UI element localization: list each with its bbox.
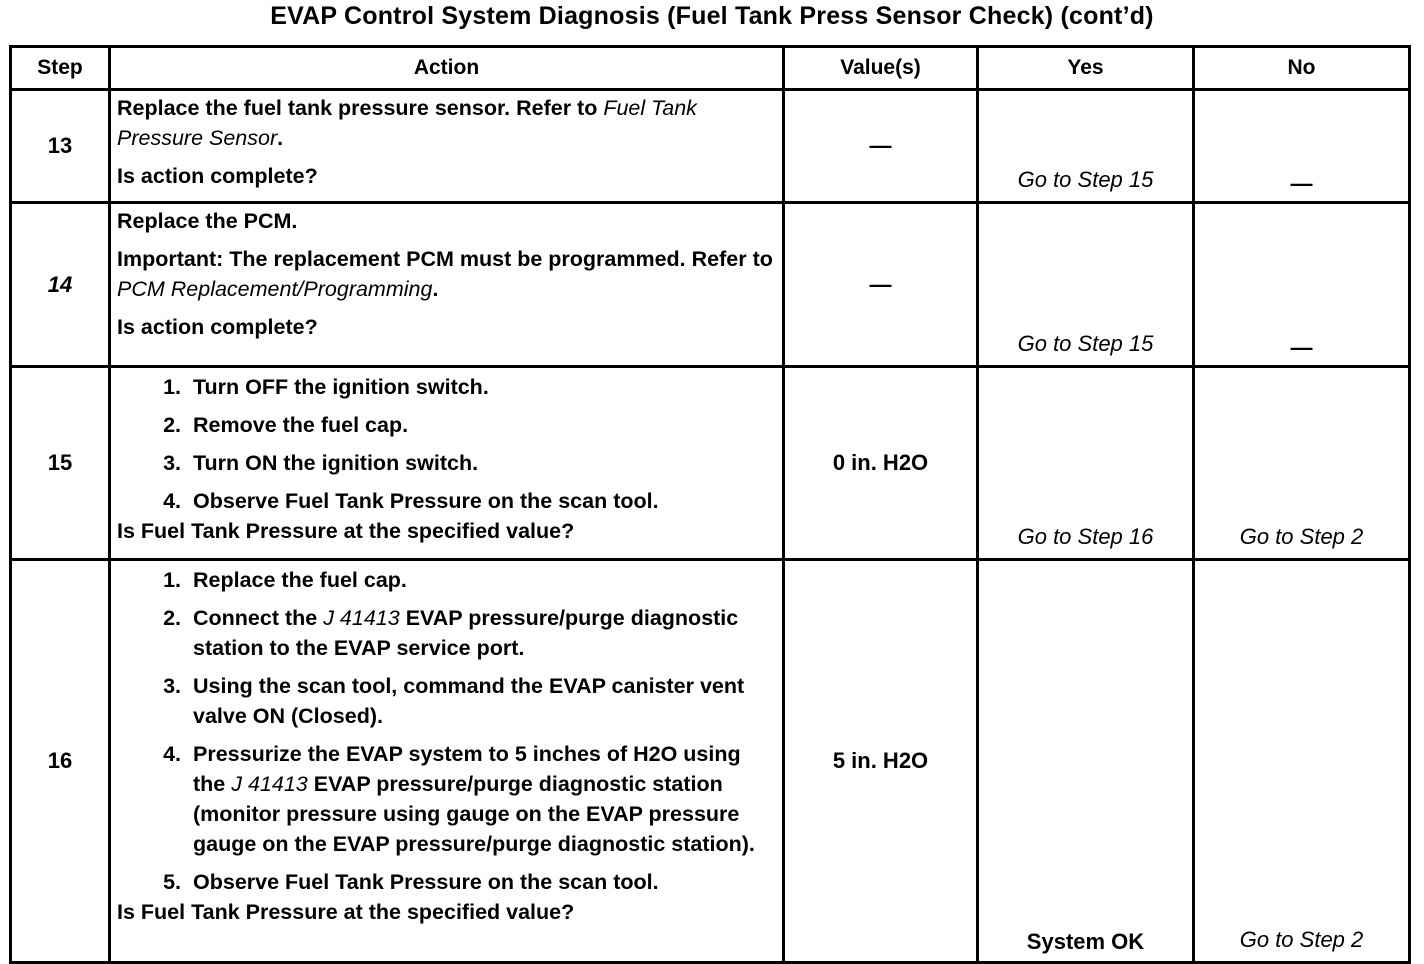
page-title: EVAP Control System Diagnosis (Fuel Tank Press Sensor Check) (cont’d) <box>270 2 1154 30</box>
yes-result: Go to Step 16 <box>1017 524 1154 549</box>
action-question: Is Fuel Tank Pressure at the specified value? <box>117 519 575 543</box>
list-text: Turn OFF the ignition switch. <box>193 375 489 399</box>
action-question: Is action complete? <box>117 164 318 188</box>
value-cell <box>784 560 978 963</box>
yes-cell <box>978 367 1194 560</box>
list-item <box>117 867 776 897</box>
action-cell <box>110 203 784 367</box>
no-result: Go to Step 2 <box>1239 927 1364 952</box>
list-number: 2. <box>163 413 181 437</box>
action-question: Is action complete? <box>117 315 318 339</box>
action-text <box>117 93 776 153</box>
step-label: 14 <box>47 271 73 297</box>
list-number: 4. <box>163 489 181 513</box>
table-row <box>11 90 1410 203</box>
list-item <box>117 410 776 440</box>
diagnosis-table <box>9 45 1411 964</box>
list-item <box>117 603 776 663</box>
header-action: Action <box>110 47 784 90</box>
list-item <box>117 739 776 859</box>
header-values: Value(s) <box>784 47 978 90</box>
table-row <box>11 203 1410 367</box>
step-label: 16 <box>47 748 73 773</box>
action-question: Is Fuel Tank Pressure at the specified value? <box>117 900 575 924</box>
step-number <box>11 90 110 203</box>
list-text: Remove the fuel cap. <box>193 413 409 437</box>
value-text: 0 in. H2O <box>832 450 929 475</box>
list-item <box>117 671 776 731</box>
table-header-row <box>11 47 1410 90</box>
step-number <box>11 560 110 963</box>
action-cell <box>110 90 784 203</box>
list-number: 2. <box>163 606 181 630</box>
no-result: — <box>1290 335 1313 360</box>
important-note <box>117 244 776 304</box>
list-text: Observe Fuel Tank Pressure on the scan tool. <box>193 489 659 513</box>
list-item <box>117 448 776 478</box>
important-post: . <box>432 277 439 301</box>
yes-result: Go to Step 15 <box>1017 167 1154 192</box>
action-text-part: . <box>277 126 284 150</box>
list-text-part: Pressurize the EVAP system to 5 inches of H2O using the <box>193 742 741 796</box>
yes-result: System OK <box>1026 929 1145 954</box>
no-result: — <box>1290 171 1313 196</box>
list-number: 3. <box>163 451 181 475</box>
tool-reference: J 41413 <box>231 772 308 796</box>
yes-cell <box>978 203 1194 367</box>
reference-link: PCM Replacement/Programming <box>117 277 433 301</box>
list-text: Using the scan tool, command the EVAP canister vent valve ON (Closed). <box>193 674 745 728</box>
list-text <box>193 739 776 859</box>
list-text: Turn ON the ignition switch. <box>193 451 479 475</box>
list-text <box>193 603 776 663</box>
list-text-part: Connect the <box>193 606 324 630</box>
step-label: 13 <box>47 133 73 158</box>
list-text: Replace the fuel cap. <box>193 568 407 592</box>
important-text: The replacement PCM must be programmed. Refer to <box>223 247 773 271</box>
no-cell <box>1194 560 1410 963</box>
table-row <box>11 367 1410 560</box>
no-cell <box>1194 90 1410 203</box>
list-number: 4. <box>163 742 181 766</box>
action-cell <box>110 367 784 560</box>
no-result: Go to Step 2 <box>1239 524 1364 549</box>
action-cell <box>110 560 784 963</box>
list-number: 1. <box>163 375 181 399</box>
yes-cell <box>978 560 1194 963</box>
important-label: Important: <box>117 247 224 271</box>
step-number <box>11 203 110 367</box>
yes-result: Go to Step 15 <box>1017 331 1154 356</box>
header-no: No <box>1194 47 1410 90</box>
value-cell <box>784 203 978 367</box>
value-text: — <box>869 133 892 158</box>
step-label: 15 <box>47 450 73 475</box>
header-step: Step <box>11 47 110 90</box>
list-number: 1. <box>163 568 181 592</box>
value-cell <box>784 90 978 203</box>
procedure-list <box>117 372 776 516</box>
list-item <box>117 372 776 402</box>
step-number <box>11 367 110 560</box>
value-text: — <box>869 271 892 297</box>
list-text-part: EVAP pressure/purge diagnostic station to the EVAP service port. <box>193 606 739 660</box>
reference-link: Fuel Tank Pressure Sensor <box>117 96 697 150</box>
yes-cell <box>978 90 1194 203</box>
procedure-list <box>117 565 776 897</box>
action-text-part: Replace the fuel tank pressure sensor. Refer to <box>117 96 604 120</box>
list-text: Observe Fuel Tank Pressure on the scan tool. <box>193 870 659 894</box>
tool-reference: J 41413 <box>323 606 400 630</box>
action-text: Replace the PCM. <box>117 209 298 233</box>
list-item <box>117 486 776 516</box>
header-yes: Yes <box>978 47 1194 90</box>
no-cell <box>1194 367 1410 560</box>
value-cell <box>784 367 978 560</box>
value-text: 5 in. H2O <box>832 748 929 773</box>
no-cell <box>1194 203 1410 367</box>
list-number: 5. <box>163 870 181 894</box>
list-item <box>117 565 776 595</box>
list-number: 3. <box>163 674 181 698</box>
table-row <box>11 560 1410 963</box>
list-text-part: EVAP pressure/purge diagnostic station (monitor pressure using gauge on the EVAP pressure gauge on the EVAP pressure/purge diagnostic station). <box>193 772 755 856</box>
